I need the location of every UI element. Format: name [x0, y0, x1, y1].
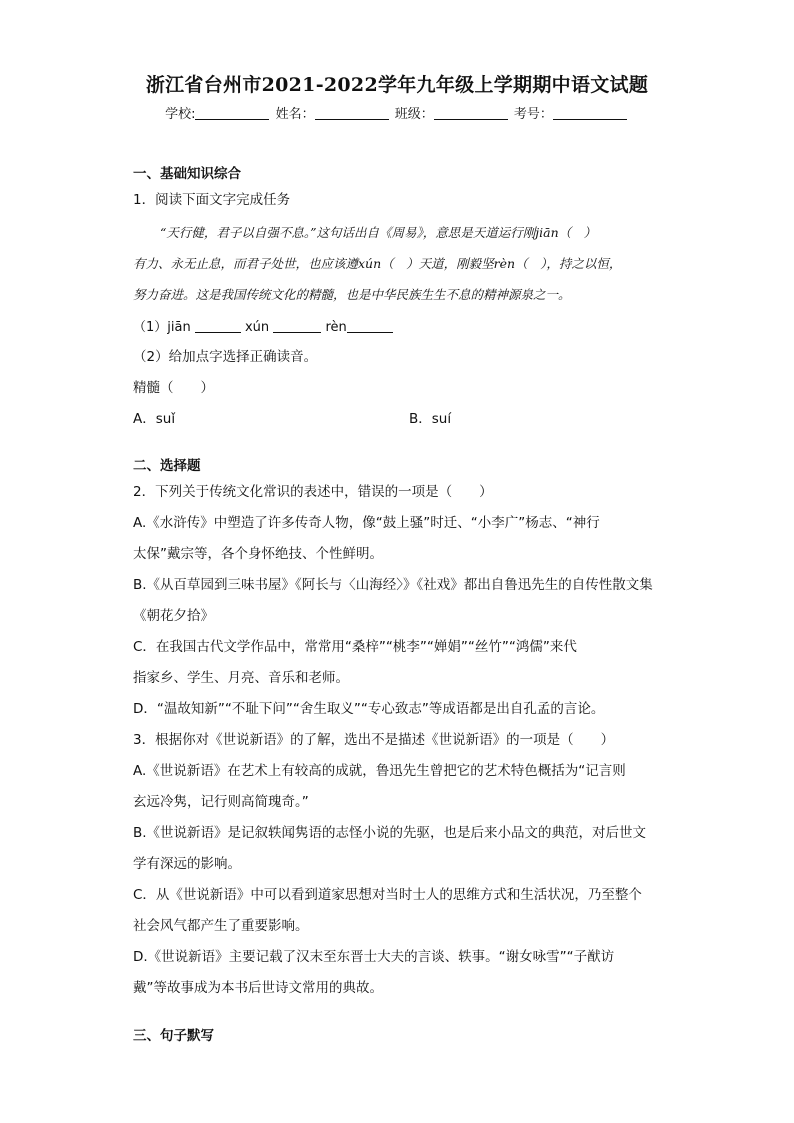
class-blank[interactable]: [434, 106, 508, 120]
section-3-heading: 三、句子默写: [133, 1028, 214, 1044]
q3-option-c-line-1[interactable]: C．从《世说新语》中可以看到道家思想对当时士人的思维方式和生活状况，乃至整个: [133, 887, 642, 903]
question-2: 2．下列关于传统文化常识的表述中，错误的一项是（ ）: [133, 484, 493, 500]
q2-option-a-line-2[interactable]: 太保”戴宗等，各个身怀绝技、个性鲜明。: [133, 546, 383, 562]
sub1-xun-label: xún: [244, 320, 270, 335]
q2-option-c-line-1[interactable]: C．在我国古代文学作品中，常常用“桑梓”“桃李”“婵娟”“丝竹”“鸿儒”来代: [133, 639, 577, 655]
passage-line-2: 有力、永无止息，而君子处世，也应该遵xún（ ）天道，刚毅坚rèn（ ），持之以恒，: [133, 256, 622, 271]
q3-option-b-line-2[interactable]: 学有深远的影响。: [133, 856, 241, 872]
q3-option-d-line-1[interactable]: D.《世说新语》主要记载了汉末至东晋士大夫的言谈、轶事。“谢女咏雪”“子猷访: [133, 949, 615, 965]
q2-option-b-line-2[interactable]: 《朝花夕拾》: [133, 608, 214, 624]
q3-option-d-line-2[interactable]: 戴”等故事成为本书后世诗文常用的典故。: [133, 980, 383, 996]
sub1-ren-label: rèn: [325, 320, 347, 335]
class-label: 班级：: [394, 107, 434, 122]
passage-line-3: 努力奋进。这是我国传统文化的精髓，也是中华民族生生不息的精神源泉之一。: [133, 287, 571, 302]
sub-question-1: [133, 320, 393, 334]
option-b[interactable]: B．suí: [409, 411, 452, 427]
page-title: 浙江省台州市2021-2022学年九年级上学期期中语文试题: [145, 74, 649, 96]
q2-option-c-line-2[interactable]: 指家乡、学生、月亮、音乐和老师。: [133, 670, 349, 686]
sub1-jian-label: （1）jiān: [133, 320, 191, 335]
section-1-heading: 一、基础知识综合: [133, 166, 241, 182]
q2-option-d[interactable]: D．“温故知新”“不耻下问”“舍生取义”“专心致志”等成语都是出自孔孟的言论。: [133, 701, 605, 717]
school-label: 学校:: [165, 107, 196, 122]
name-blank[interactable]: [315, 106, 389, 120]
q3-option-c-line-2[interactable]: 社会风气都产生了重要影响。: [133, 918, 309, 934]
question-3: 3．根据你对《世说新语》的了解，选出不是描述《世说新语》的一项是（ ）: [133, 732, 615, 748]
q3-option-a-line-2[interactable]: 玄远冷隽，记行则高简瑰奇。”: [133, 794, 309, 810]
student-info-row: [0, 103, 794, 122]
q2-option-a-line-1[interactable]: A.《水浒传》中塑造了许多传奇人物，像“鼓上骚”时迁、“小李广”杨志、“神行: [133, 515, 600, 531]
xun-answer-blank[interactable]: [273, 320, 321, 333]
exam-number-label: 考号：: [513, 107, 553, 122]
sub-question-2: （2）给加点字选择正确读音。: [133, 349, 318, 365]
option-a[interactable]: A．suǐ: [133, 411, 176, 427]
question-1: 1．阅读下面文字完成任务: [133, 192, 291, 208]
q2-option-b-line-1[interactable]: B.《从百草园到三味书屋》《阿长与〈山海经〉》《社戏》都出自鲁迅先生的自传性散文集: [133, 577, 653, 593]
q3-option-b-line-1[interactable]: B.《世说新语》是记叙轶闻隽语的志怪小说的先驱，也是后来小品文的典范，对后世文: [133, 825, 647, 841]
word-jingsui: 精髓（ ）: [133, 380, 214, 396]
name-label: 姓名：: [275, 107, 315, 122]
q3-option-a-line-1[interactable]: A.《世说新语》在艺术上有较高的成就，鲁迅先生曾把它的艺术特色概括为“记言则: [133, 763, 626, 779]
jian-answer-blank[interactable]: [195, 320, 241, 333]
passage-line-1: “天行健，君子以自强不息。”这句话出自《周易》，意思是天道运行刚jiān（ ）: [160, 225, 597, 240]
section-2-heading: 二、选择题: [133, 458, 201, 474]
exam-number-blank[interactable]: [553, 106, 627, 120]
school-blank[interactable]: [195, 106, 269, 120]
ren-answer-blank[interactable]: [347, 320, 393, 333]
